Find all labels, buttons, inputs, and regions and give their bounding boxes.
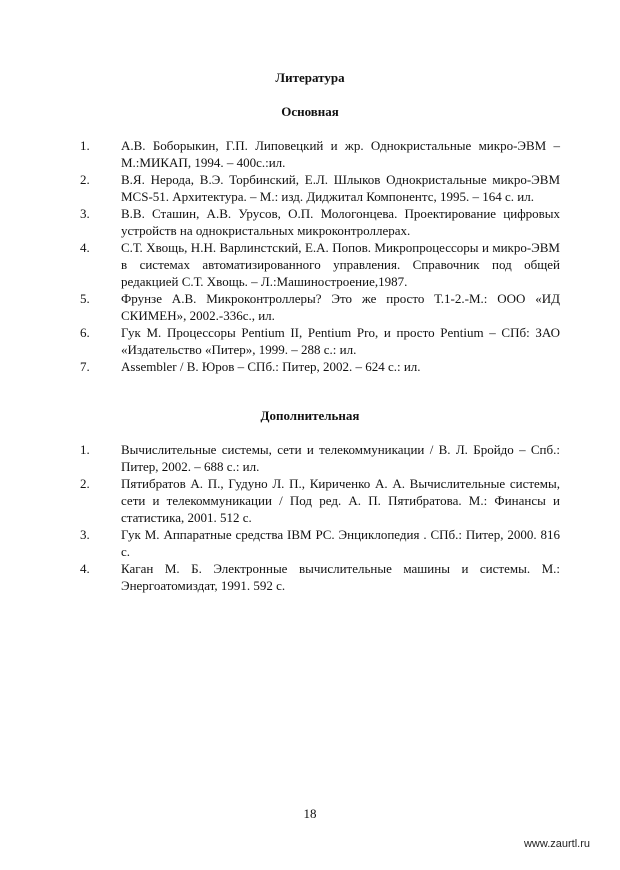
- item-number: 5.: [80, 291, 90, 306]
- page-number: 18: [303, 806, 317, 821]
- list-item: [80, 560, 560, 594]
- list-item: [80, 526, 560, 560]
- item-text: А.В. Боборыкин, Г.П. Липовецкий и жр. Однокристальные микро-ЭВМ – М.:МИКАП, 1994. – 400с.:ил.: [121, 138, 560, 170]
- item-text: Фрунзе А.В. Микроконтроллеры? Это же просто Т.1-2.-М.: ООО «ИД СКИМЕН», 2002.-336с., ил.: [121, 291, 560, 323]
- item-text: Каган М. Б. Электронные вычислительные машины и системы. М.: Энергоатомиздат, 1991. 592 с.: [121, 561, 560, 593]
- additional-reference-list: [80, 441, 560, 594]
- item-text: Пятибратов А. П., Гудуно Л. П., Кириченко А. А. Вычислительные системы, сети и телекоммуникации / Под ред. А. П. Пятибратова. М.: Финансы и статистика, 2001. 512 с.: [121, 476, 560, 525]
- item-text: В.В. Сташин, А.В. Урусов, О.П. Мологонцева. Проектирование цифровых устройств на однокристальных микроконтроллерах.: [121, 206, 560, 238]
- list-item: [80, 137, 560, 171]
- website-watermark: www.zaurtl.ru: [523, 838, 590, 850]
- item-text: Гук М. Процессоры Pentium II, Pentium Pro, и просто Pentium – СПб: ЗАО «Издательство «Питер», 1999. – 288 с.: ил.: [121, 325, 560, 357]
- main-reference-list: [80, 137, 560, 375]
- item-number: 1.: [80, 442, 90, 457]
- item-number: 1.: [80, 138, 90, 153]
- list-item: [80, 205, 560, 239]
- item-number: 6.: [80, 325, 90, 340]
- item-text: В.Я. Нерода, В.Э. Торбинский, Е.Л. Шлыков Однокристальные микро-ЭВМ MCS-51. Архитектура. – М.: изд. Диджитал Компонентс, 1995. – 164 с. ил.: [121, 172, 560, 204]
- item-text: Assembler / В. Юров – СПб.: Питер, 2002. – 624 с.: ил.: [121, 359, 421, 374]
- item-number: 4.: [80, 561, 90, 576]
- section-heading-main: Основная: [281, 104, 339, 119]
- item-text: С.Т. Хвощь, Н.Н. Варлинстский, Е.А. Попов. Микропроцессоры и микро-ЭВМ в системах автоматизированного управления. Справочник под общей редакцией С.Т. Хвощь. – Л.:Машиностроение,1987.: [121, 240, 560, 289]
- item-number: 2.: [80, 172, 90, 187]
- item-number: 7.: [80, 359, 90, 374]
- section-heading-additional: Дополнительная: [260, 408, 360, 423]
- list-item: [80, 324, 560, 358]
- item-text: Вычислительные системы, сети и телекоммуникации / В. Л. Бройдо – Спб.: Питер, 2002. – 688 с.: ил.: [121, 442, 560, 474]
- list-item: [80, 358, 560, 375]
- list-item: [80, 239, 560, 290]
- list-item: [80, 441, 560, 475]
- list-item: [80, 171, 560, 205]
- list-item: [80, 475, 560, 526]
- item-number: 2.: [80, 476, 90, 491]
- list-item: [80, 290, 560, 324]
- item-number: 3.: [80, 206, 90, 221]
- item-number: 4.: [80, 240, 90, 255]
- item-text: Гук М. Аппаратные средства IBM PC. Энциклопедия . СПб.: Питер, 2000. 816 с.: [121, 527, 560, 559]
- item-number: 3.: [80, 527, 90, 542]
- page-title: Литература: [275, 70, 345, 85]
